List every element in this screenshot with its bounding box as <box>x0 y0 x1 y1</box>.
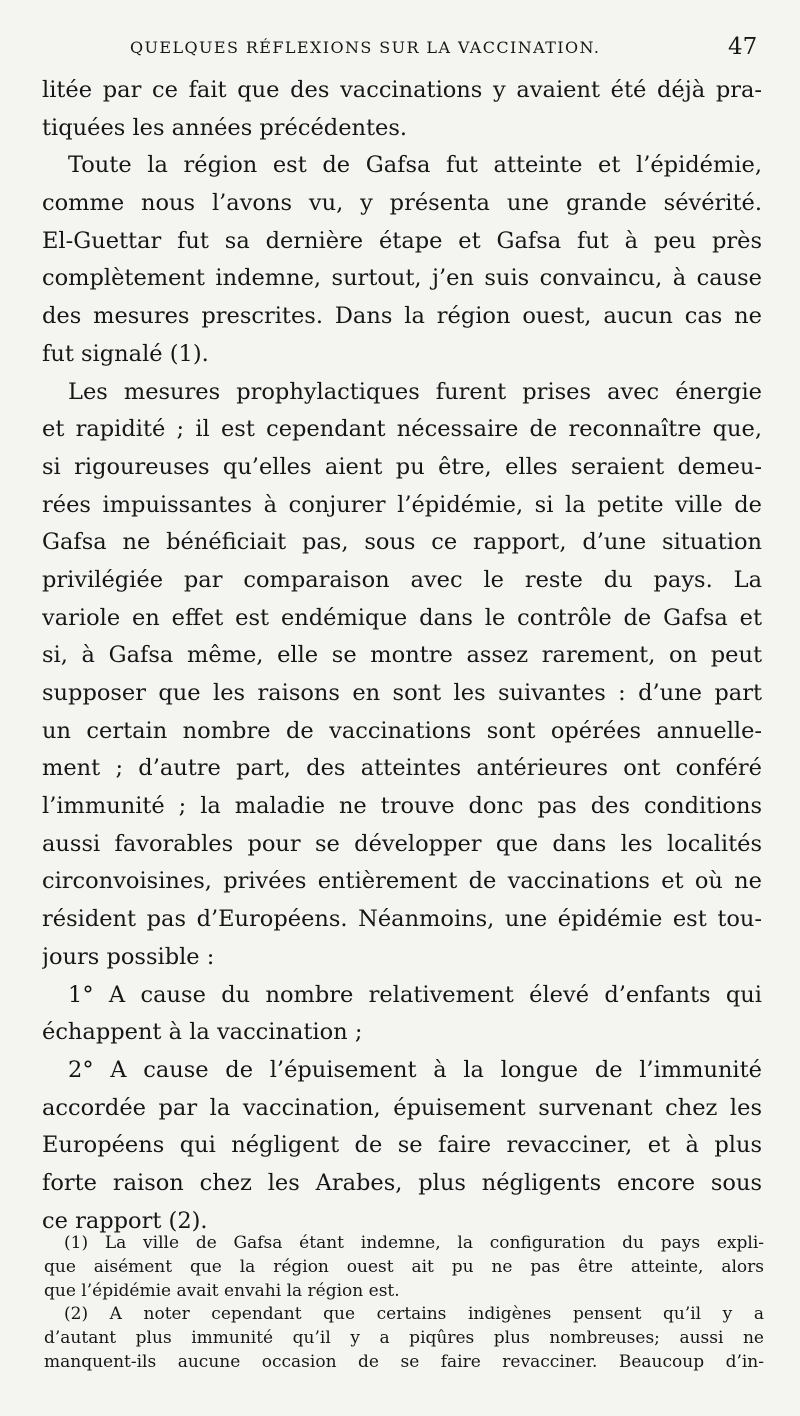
text-line: Européens qui négligent de se faire revacciner, et à plus <box>42 1132 762 1159</box>
text-line: jours possible : <box>42 943 215 970</box>
text-line: comme nous l’avons vu, y présenta une grande sévérité. <box>42 190 762 217</box>
text-line: et rapidité ; il est cependant nécessaire de reconnaître que, <box>42 416 762 443</box>
footnotes <box>44 1232 764 1375</box>
text-line: si, à Gafsa même, elle se montre assez rarement, on peut <box>42 642 762 669</box>
text-line: un certain nombre de vaccinations sont opérées annuelle- <box>42 717 762 744</box>
text-line: variole en effet est endémique dans le contrôle de Gafsa et <box>42 604 762 631</box>
text-line: ce rapport (2). <box>42 1207 208 1234</box>
text-line: aussi favorables pour se développer que dans les localités <box>42 830 762 857</box>
text-line: des mesures prescrites. Dans la région ouest, aucun cas ne <box>42 303 762 330</box>
text-line: fut signalé (1). <box>42 340 209 367</box>
text-line: accordée par la vaccination, épuisement survenant chez les <box>42 1094 762 1121</box>
footnote-line: que l’épidémie avait envahi la région est. <box>44 1280 400 1301</box>
text-line: Toute la région est de Gafsa fut atteinte et l’épidémie, <box>68 152 762 179</box>
text-line: circonvoisines, privées entièrement de vaccinations et où ne <box>42 868 762 895</box>
text-line: tiquées les années précédentes. <box>42 114 408 141</box>
footnote-line: (1) La ville de Gafsa étant indemne, la configuration du pays expli- <box>64 1233 764 1253</box>
text-line: Gafsa ne bénéficiait pas, sous ce rapport, d’une situation <box>42 529 762 556</box>
running-title: QUELQUES RÉFLEXIONS SUR LA VACCINATION. <box>130 38 601 57</box>
text-line: résident pas d’Européens. Néanmoins, une épidémie est tou- <box>42 906 762 933</box>
main-text <box>42 72 762 1240</box>
text-line: privilégiée par comparaison avec le reste du pays. La <box>42 566 762 593</box>
footnote-line: d’autant plus immunité qu’il y a piqûres plus nombreuses; aussi ne <box>44 1328 764 1349</box>
page-header <box>0 30 800 70</box>
text-line: Les mesures prophylactiques furent prises avec énergie <box>68 378 762 405</box>
text-line: complètement indemne, surtout, j’en suis convaincu, à cause <box>42 265 762 292</box>
text-line: ment ; d’autre part, des atteintes antérieures ont conféré <box>42 755 762 782</box>
text-line: forte raison chez les Arabes, plus négligents encore sous <box>42 1169 762 1196</box>
text-line: rées impuissantes à conjurer l’épidémie, si la petite ville de <box>42 491 762 518</box>
text-line: litée par ce fait que des vaccinations y avaient été déjà pra- <box>42 77 762 103</box>
text-line: El-Guettar fut sa dernière étape et Gafsa fut à peu près <box>42 227 762 254</box>
text-line: supposer que les raisons en sont les suivantes : d’une part <box>42 680 762 706</box>
text-line: 1° A cause du nombre relativement élevé d’enfants qui <box>68 981 762 1008</box>
text-line: si rigoureuses qu’elles aient pu être, elles seraient demeu- <box>42 453 762 480</box>
text-line: échappent à la vaccination ; <box>42 1019 363 1046</box>
text-line: 2° A cause de l’épuisement à la longue de l’immunité <box>68 1056 762 1083</box>
footnote-line: (2) A noter cependant que certains indigènes pensent qu’il y a <box>64 1304 764 1325</box>
text-line: l’immunité ; la maladie ne trouve donc pas des conditions <box>42 793 762 820</box>
page-number: 47 <box>728 34 758 60</box>
footnote-line: que aisément que la région ouest ait pu ne pas être atteinte, alors <box>44 1256 764 1277</box>
footnote-line: manquent-ils aucune occasion de se faire revacciner. Beaucoup d’in- <box>44 1351 764 1372</box>
